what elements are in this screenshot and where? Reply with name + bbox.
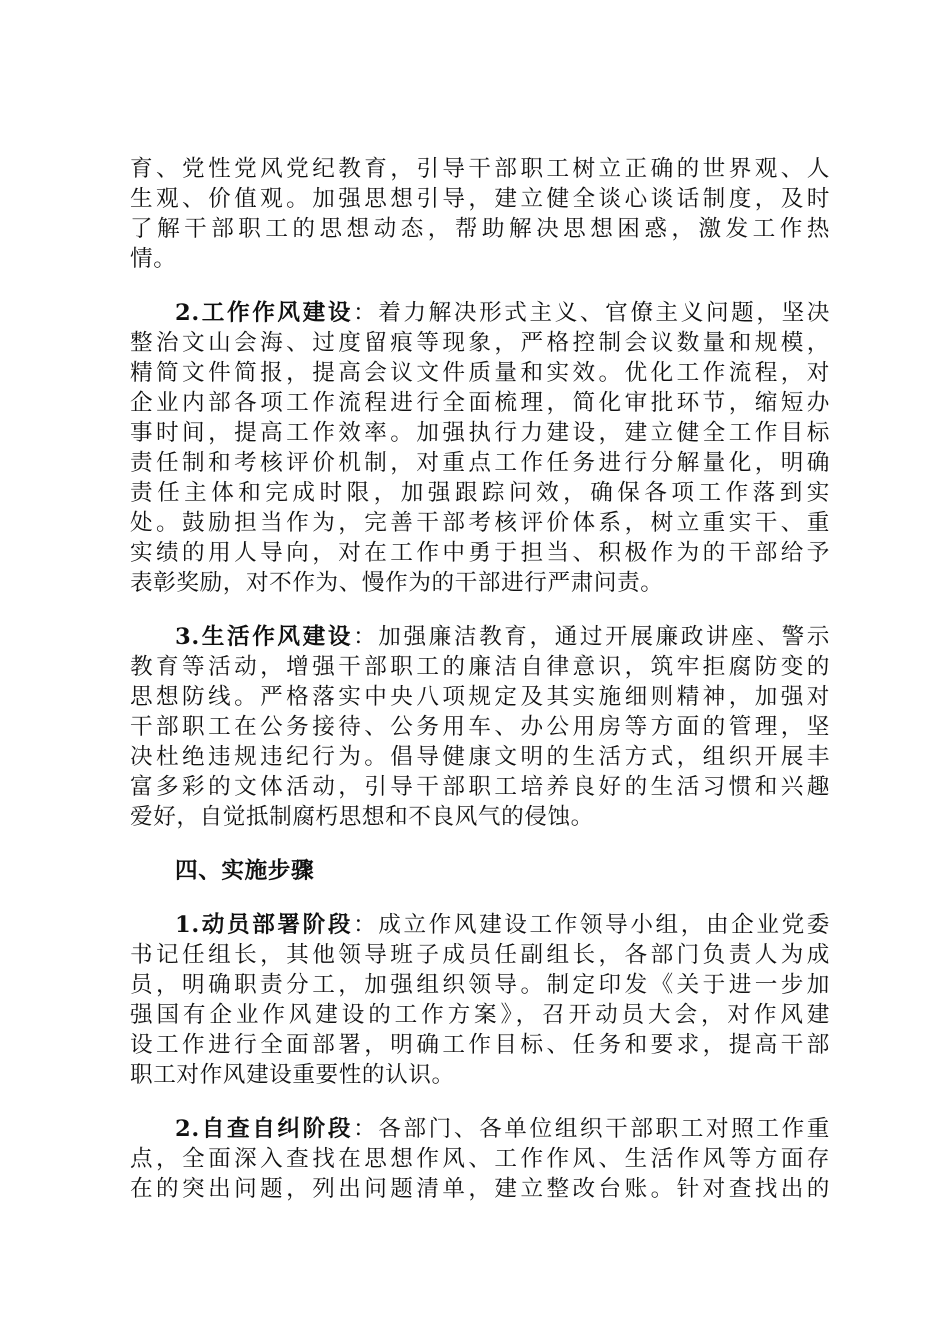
- text-line: 企业内部各项工作流程进行全面梳理，简化审批环节，缩短办: [130, 390, 830, 416]
- text-line: 教育等活动，增强干部职工的廉洁自律意识，筑牢拒腐防变的: [130, 654, 830, 680]
- text-line: 在的突出问题，列出问题清单，建立整改台账。针对查找出的: [130, 1176, 830, 1202]
- paragraph-self-inspection: [130, 1114, 830, 1204]
- text-line: 爱好，自觉抵制腐朽思想和不良风气的侵蚀。: [130, 804, 594, 830]
- item-label: 1.动员部署阶段: [175, 912, 354, 938]
- text-line: 整治文山会海、过度留痕等现象，严格控制会议数量和规模，: [130, 330, 830, 356]
- text-line: 富多彩的文体活动，引导干部职工培养良好的生活习惯和兴趣: [130, 774, 830, 800]
- paragraph-spacer: [130, 598, 830, 622]
- text-line: 强国有企业作风建设的工作方案》，召开动员大会，对作风建: [130, 1002, 830, 1028]
- paragraph-spacer: [130, 274, 830, 298]
- item-label: 3.生活作风建设: [175, 624, 354, 650]
- paragraph-spacer: [130, 1090, 830, 1114]
- paragraph-life-style: [130, 622, 830, 832]
- text-line: 育、党性党风党纪教育，引导干部职工树立正确的世界观、人: [130, 156, 830, 182]
- paragraph-work-style: [130, 298, 830, 598]
- text-line: 精简文件简报，提高会议文件质量和实效。优化工作流程，对: [130, 360, 830, 386]
- item-text: ：加强廉洁教育，通过开展廉政讲座、警示: [353, 624, 831, 650]
- item-label: 2.自查自纠阶段: [175, 1116, 354, 1142]
- paragraph-ideology-continued: [130, 154, 830, 274]
- text-line: 实绩的用人导向，对在工作中勇于担当、积极作为的干部给予: [130, 540, 830, 566]
- item-text: ：着力解决形式主义、官僚主义问题，坚决: [353, 300, 831, 326]
- text-line: 责任主体和完成时限，加强跟踪问效，确保各项工作落到实: [130, 480, 830, 506]
- text-line: 生观、价值观。加强思想引导，建立健全谈心谈话制度，及时: [130, 186, 830, 212]
- paragraph-spacer: [130, 832, 830, 856]
- text-line: 责任制和考核评价机制，对重点工作任务进行分解量化，明确: [130, 450, 830, 476]
- section-heading: 四、实施步骤: [175, 858, 315, 884]
- text-line: 思想防线。严格落实中央八项规定及其实施细则精神，加强对: [130, 684, 830, 710]
- text-line: [130, 910, 830, 940]
- text-line: 员，明确职责分工，加强组织领导。制定印发《关于进一步加: [130, 972, 830, 998]
- paragraph-mobilization: [130, 910, 830, 1090]
- text-line: [130, 1114, 830, 1144]
- document-page: [130, 154, 830, 1204]
- text-line: 干部职工在公务接待、公务用车、办公用房等方面的管理，坚: [130, 714, 830, 740]
- text-line: 点，全面深入查找在思想作风、工作作风、生活作风等方面存: [130, 1146, 830, 1172]
- text-line: 职工对作风建设重要性的认识。: [130, 1062, 455, 1088]
- text-line: 决杜绝违规违纪行为。倡导健康文明的生活方式，组织开展丰: [130, 744, 830, 770]
- text-line: 表彰奖励，对不作为、慢作为的干部进行严肃问责。: [130, 570, 664, 596]
- text-line: [130, 298, 830, 328]
- text-line: 了解干部职工的思想动态，帮助解决思想困惑，激发工作热: [130, 216, 830, 242]
- text-line: 情。: [130, 246, 177, 272]
- paragraph-spacer: [130, 886, 830, 910]
- item-text: ：各部门、各单位组织干部职工对照工作重: [353, 1116, 831, 1142]
- text-line: 书记任组长，其他领导班子成员任副组长，各部门负责人为成: [130, 942, 830, 968]
- text-line: 处。鼓励担当作为，完善干部考核评价体系，树立重实干、重: [130, 510, 830, 536]
- item-text: ：成立作风建设工作领导小组，由企业党委: [353, 912, 831, 938]
- text-line: [130, 622, 830, 652]
- item-label: 2.工作作风建设: [175, 300, 354, 326]
- text-line: 设工作进行全面部署，明确工作目标、任务和要求，提高干部: [130, 1032, 830, 1058]
- text-line: 事时间，提高工作效率。加强执行力建设，建立健全工作目标: [130, 420, 830, 446]
